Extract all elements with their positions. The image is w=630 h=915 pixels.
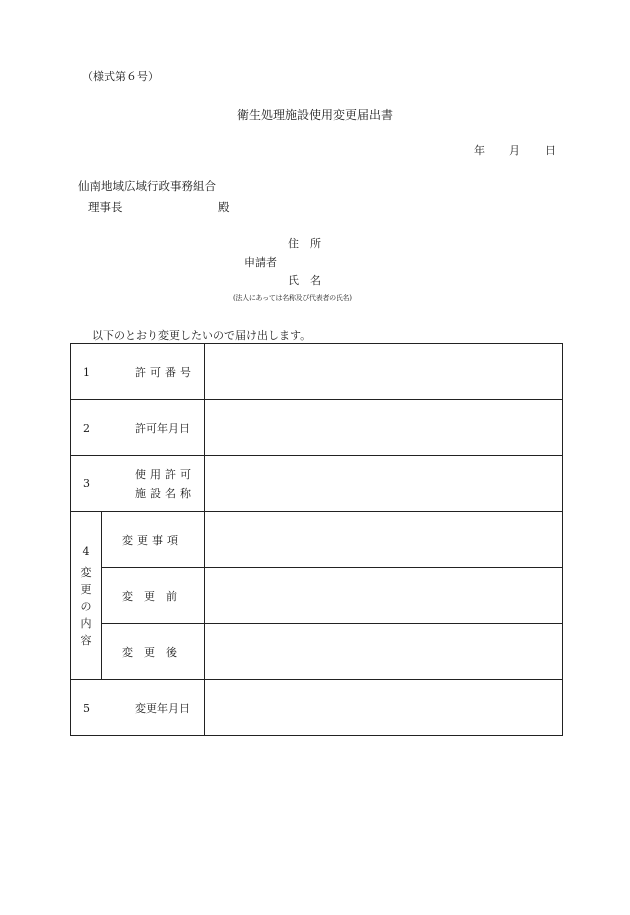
facility-label-line1: 使用許可 <box>135 467 195 481</box>
table-row-change-date <box>71 680 563 736</box>
before-change-field[interactable] <box>205 568 563 624</box>
table-row-facility-name <box>71 456 563 512</box>
addressee-organization: 仙南地域広域行政事務組合 <box>78 179 216 193</box>
permit-date-label: 許可年月日 <box>135 421 190 435</box>
intro-statement: 以下のとおり変更したいので届け出します。 <box>92 329 312 342</box>
permit-number-field[interactable] <box>205 344 563 400</box>
permit-date-field[interactable] <box>205 400 563 456</box>
row-number: 4 <box>82 544 90 558</box>
row-number: 3 <box>83 477 90 490</box>
permit-number-label: 許可番号 <box>135 365 195 379</box>
facility-name-field[interactable] <box>205 456 563 512</box>
table-row-after-change <box>71 624 563 680</box>
after-change-field[interactable] <box>205 624 563 680</box>
change-date-field[interactable] <box>205 680 563 736</box>
change-items-label: 変更事項 <box>122 533 182 547</box>
facility-label-line2: 施設名称 <box>135 486 195 500</box>
addressee-honorific: 殿 <box>218 200 230 214</box>
change-content-group-label: 4 変 更 の 内 容 <box>71 512 102 680</box>
table-row-permit-number <box>71 344 563 400</box>
address-label: 住 所 <box>288 237 321 250</box>
form-number: （様式第６号） <box>82 70 159 83</box>
row-number: 2 <box>83 421 90 435</box>
after-change-label: 変 更 後 <box>122 645 177 659</box>
date-month-label: 月 <box>509 144 520 157</box>
change-items-field[interactable] <box>205 512 563 568</box>
table-row-change-items <box>71 512 563 568</box>
addressee-director: 理事長 <box>88 200 123 214</box>
date-day-label: 日 <box>545 144 556 157</box>
name-label: 氏 名 <box>288 274 321 287</box>
change-date-label: 変更年月日 <box>135 701 190 715</box>
document-title: 衛生処理施設使用変更届出書 <box>236 108 393 122</box>
change-details-table <box>70 343 563 736</box>
date-year-label: 年 <box>474 144 485 157</box>
before-change-label: 変 更 前 <box>122 589 177 603</box>
applicant-label: 申請者 <box>244 256 277 269</box>
corporate-name-note: (法人にあっては名称及び代表者の氏名) <box>233 294 352 302</box>
table-row-before-change <box>71 568 563 624</box>
row-number: 5 <box>83 701 90 715</box>
table-row-permit-date <box>71 400 563 456</box>
row-number: 1 <box>83 365 90 379</box>
